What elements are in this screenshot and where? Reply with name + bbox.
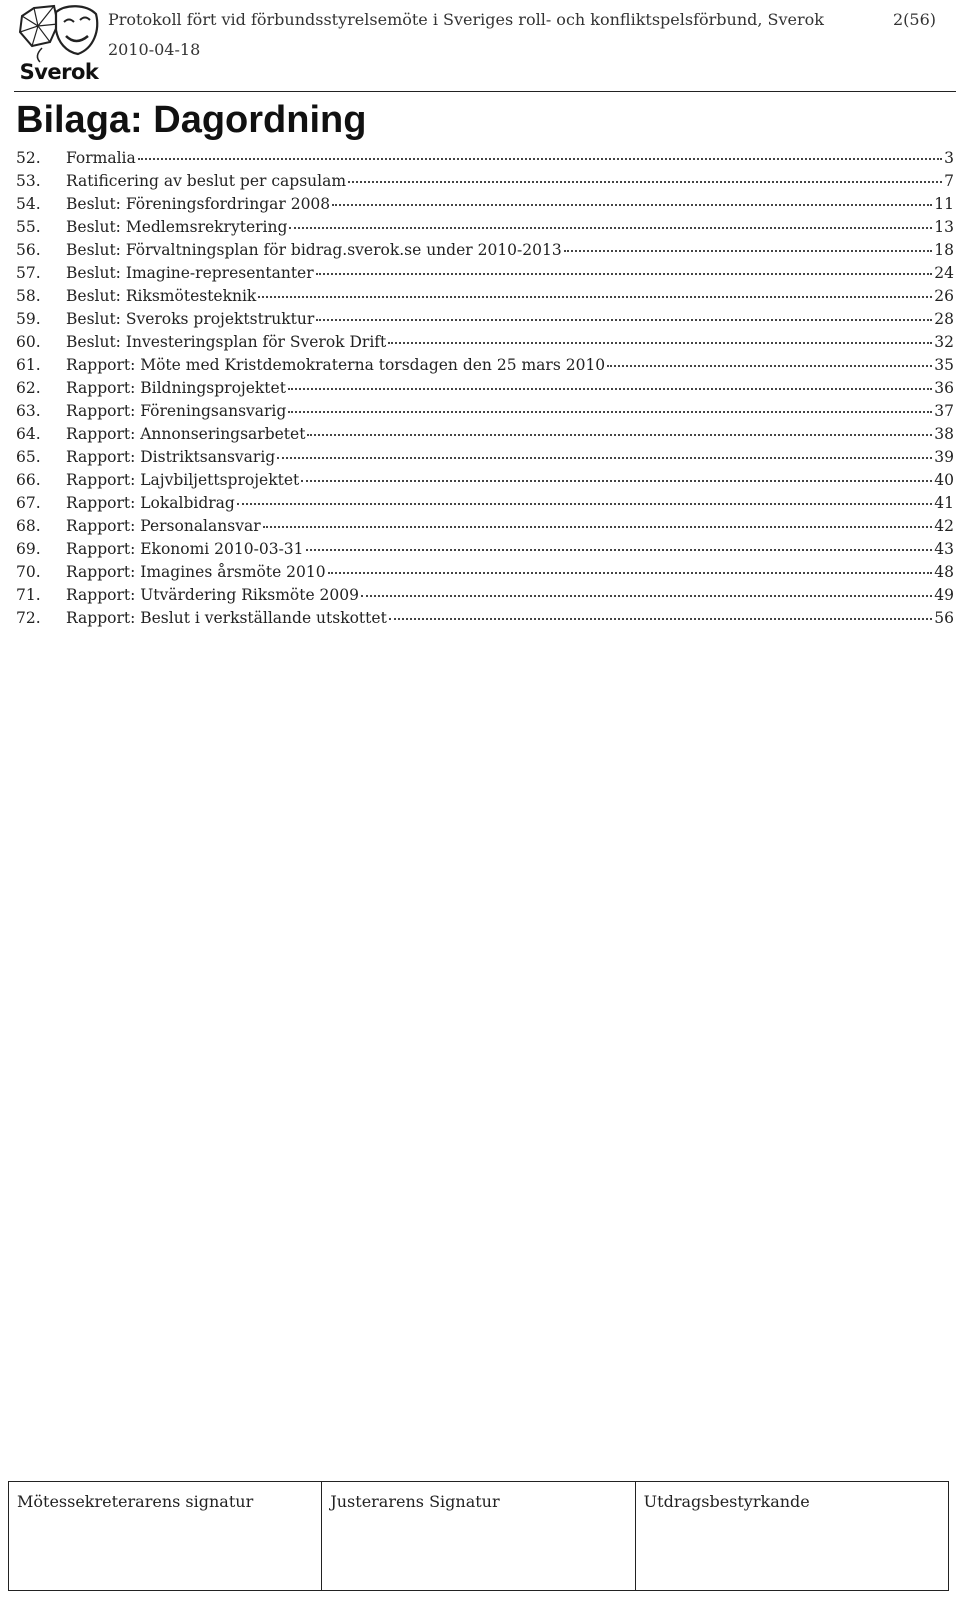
toc-entry-title: Rapport: Imagines årsmöte 2010 — [66, 563, 326, 581]
toc-entry-page: 38 — [934, 425, 954, 443]
toc-entry-title: Rapport: Beslut i verkställande utskottet — [66, 609, 387, 627]
toc-entry[interactable] — [16, 218, 954, 241]
toc-entry[interactable] — [16, 310, 954, 333]
toc-entry-title: Beslut: Förvaltningsplan för bidrag.sverok.se under 2010-2013 — [66, 241, 562, 259]
toc-dot-leader — [389, 610, 932, 620]
toc-dot-leader — [307, 426, 932, 436]
toc-dot-leader — [288, 380, 932, 390]
toc-entry[interactable] — [16, 356, 954, 379]
toc-entry[interactable] — [16, 241, 954, 264]
toc-dot-leader — [306, 541, 933, 551]
toc-entry-page: 3 — [944, 149, 954, 167]
toc-dot-leader — [289, 219, 932, 229]
toc-entry-number: 60. — [16, 333, 41, 351]
toc-entry-number: 67. — [16, 494, 41, 512]
toc-entry-number: 63. — [16, 402, 41, 420]
toc-entry-page: 43 — [934, 540, 954, 558]
toc-entry[interactable] — [16, 149, 954, 172]
toc-dot-leader — [316, 311, 932, 321]
toc-entry-title: Ratificering av beslut per capsulam — [66, 172, 347, 190]
toc-entry[interactable] — [16, 540, 954, 563]
toc-entry-number: 58. — [16, 287, 41, 305]
logo-wordmark: Sverok — [19, 60, 99, 84]
page-title: Bilaga: Dagordning — [16, 99, 367, 141]
toc-entry-number: 53. — [16, 172, 41, 190]
toc-entry-title: Rapport: Utvärdering Riksmöte 2009 — [66, 586, 360, 604]
toc-entry[interactable] — [16, 287, 954, 310]
toc-entry-title: Beslut: Föreningsfordringar 2008 — [66, 195, 331, 213]
toc-entry-page: 35 — [934, 356, 954, 374]
toc-entry[interactable] — [16, 517, 954, 540]
document-date: 2010-04-18 — [108, 40, 201, 59]
toc-entry[interactable] — [16, 425, 954, 448]
toc-entry-page: 39 — [934, 448, 954, 466]
toc-entry-number: 61. — [16, 356, 41, 374]
toc-dot-leader — [277, 449, 932, 459]
signature-field: Utdragsbestyrkande — [643, 1492, 810, 1511]
toc-entry-number: 72. — [16, 609, 41, 627]
toc-entry-title: Rapport: Distriktsansvarig — [66, 448, 276, 466]
toc-entry-number: 57. — [16, 264, 41, 282]
toc-dot-leader — [348, 173, 942, 183]
toc-entry-number: 54. — [16, 195, 41, 213]
toc-entry[interactable] — [16, 379, 954, 402]
toc-entry-number: 55. — [16, 218, 41, 236]
toc-entry-title: Beslut: Riksmötesteknik — [66, 287, 257, 305]
toc-entry-page: 56 — [934, 609, 954, 627]
toc-entry[interactable] — [16, 563, 954, 586]
toc-entry-number: 71. — [16, 586, 41, 604]
toc-entry-title: Beslut: Sveroks projektstruktur — [66, 310, 315, 328]
toc-entry-number: 62. — [16, 379, 41, 397]
toc-entry[interactable] — [16, 172, 954, 195]
toc-entry[interactable] — [16, 402, 954, 425]
document-header-title: Protokoll fört vid förbundsstyrelsemöte i Sveriges roll- och konfliktspelsförbund, Sverok — [108, 10, 824, 29]
toc-entry-number: 69. — [16, 540, 41, 558]
header-divider — [14, 91, 956, 92]
toc-dot-leader — [607, 357, 932, 367]
toc-dot-leader — [301, 472, 932, 482]
page-number: 2(56) — [892, 10, 936, 29]
toc-dot-leader — [138, 150, 942, 160]
toc-entry-number: 66. — [16, 471, 41, 489]
toc-entry-title: Rapport: Lokalbidrag — [66, 494, 235, 512]
toc-entry-title: Rapport: Annonseringsarbetet — [66, 425, 306, 443]
signature-field: Mötessekreterarens signatur — [9, 1482, 322, 1590]
toc-entry-page: 49 — [934, 586, 954, 604]
sverok-logo — [12, 2, 102, 88]
toc-dot-leader — [328, 564, 933, 574]
toc-dot-leader — [361, 587, 932, 597]
toc-entry[interactable] — [16, 264, 954, 287]
toc-dot-leader — [263, 518, 933, 528]
toc-entry-page: 7 — [944, 172, 954, 190]
toc-entry-number: 64. — [16, 425, 41, 443]
toc-entry-page: 24 — [934, 264, 954, 282]
signature-field: Justerarens Signatur — [322, 1482, 635, 1590]
toc-entry[interactable] — [16, 195, 954, 218]
theater-masks-icon — [12, 2, 102, 64]
toc-dot-leader — [316, 265, 933, 275]
toc-entry-page: 11 — [934, 195, 954, 213]
table-of-contents — [16, 149, 954, 632]
toc-entry-title: Formalia — [66, 149, 136, 167]
toc-entry[interactable] — [16, 609, 954, 632]
toc-dot-leader — [564, 242, 933, 252]
toc-entry-number: 65. — [16, 448, 41, 466]
page-header — [0, 0, 960, 95]
toc-entry-page: 48 — [934, 563, 954, 581]
toc-entry-page: 28 — [934, 310, 954, 328]
toc-dot-leader — [237, 495, 932, 505]
toc-entry[interactable] — [16, 471, 954, 494]
toc-entry[interactable] — [16, 333, 954, 356]
toc-entry-title: Beslut: Medlemsrekrytering — [66, 218, 288, 236]
toc-entry-page: 42 — [934, 517, 954, 535]
toc-entry-page: 13 — [934, 218, 954, 236]
toc-dot-leader — [258, 288, 932, 298]
toc-entry-page: 26 — [934, 287, 954, 305]
toc-entry-page: 41 — [934, 494, 954, 512]
toc-entry-number: 56. — [16, 241, 41, 259]
toc-dot-leader — [388, 334, 932, 344]
signature-table — [8, 1481, 949, 1591]
toc-entry-title: Rapport: Personalansvar — [66, 517, 261, 535]
toc-entry-title: Rapport: Ekonomi 2010-03-31 — [66, 540, 304, 558]
toc-entry-page: 18 — [934, 241, 954, 259]
toc-entry[interactable] — [16, 448, 954, 471]
toc-dot-leader — [332, 196, 932, 206]
toc-entry-title: Rapport: Möte med Kristdemokraterna torsdagen den 25 mars 2010 — [66, 356, 606, 374]
toc-entry-title: Rapport: Bildningsprojektet — [66, 379, 286, 397]
toc-entry-number: 70. — [16, 563, 41, 581]
toc-dot-leader — [288, 403, 932, 413]
toc-entry-page: 36 — [934, 379, 954, 397]
toc-entry[interactable] — [16, 494, 954, 517]
toc-entry-page: 32 — [934, 333, 954, 351]
toc-entry-title: Beslut: Imagine-representanter — [66, 264, 314, 282]
toc-entry-title: Beslut: Investeringsplan för Sverok Drift — [66, 333, 387, 351]
toc-entry-page: 40 — [934, 471, 954, 489]
toc-entry-title: Rapport: Lajvbiljettsprojektet — [66, 471, 300, 489]
toc-entry[interactable] — [16, 586, 954, 609]
toc-entry-number: 59. — [16, 310, 41, 328]
toc-entry-number: 52. — [16, 149, 41, 167]
toc-entry-title: Rapport: Föreningsansvarig — [66, 402, 287, 420]
toc-entry-page: 37 — [934, 402, 954, 420]
toc-entry-number: 68. — [16, 517, 41, 535]
